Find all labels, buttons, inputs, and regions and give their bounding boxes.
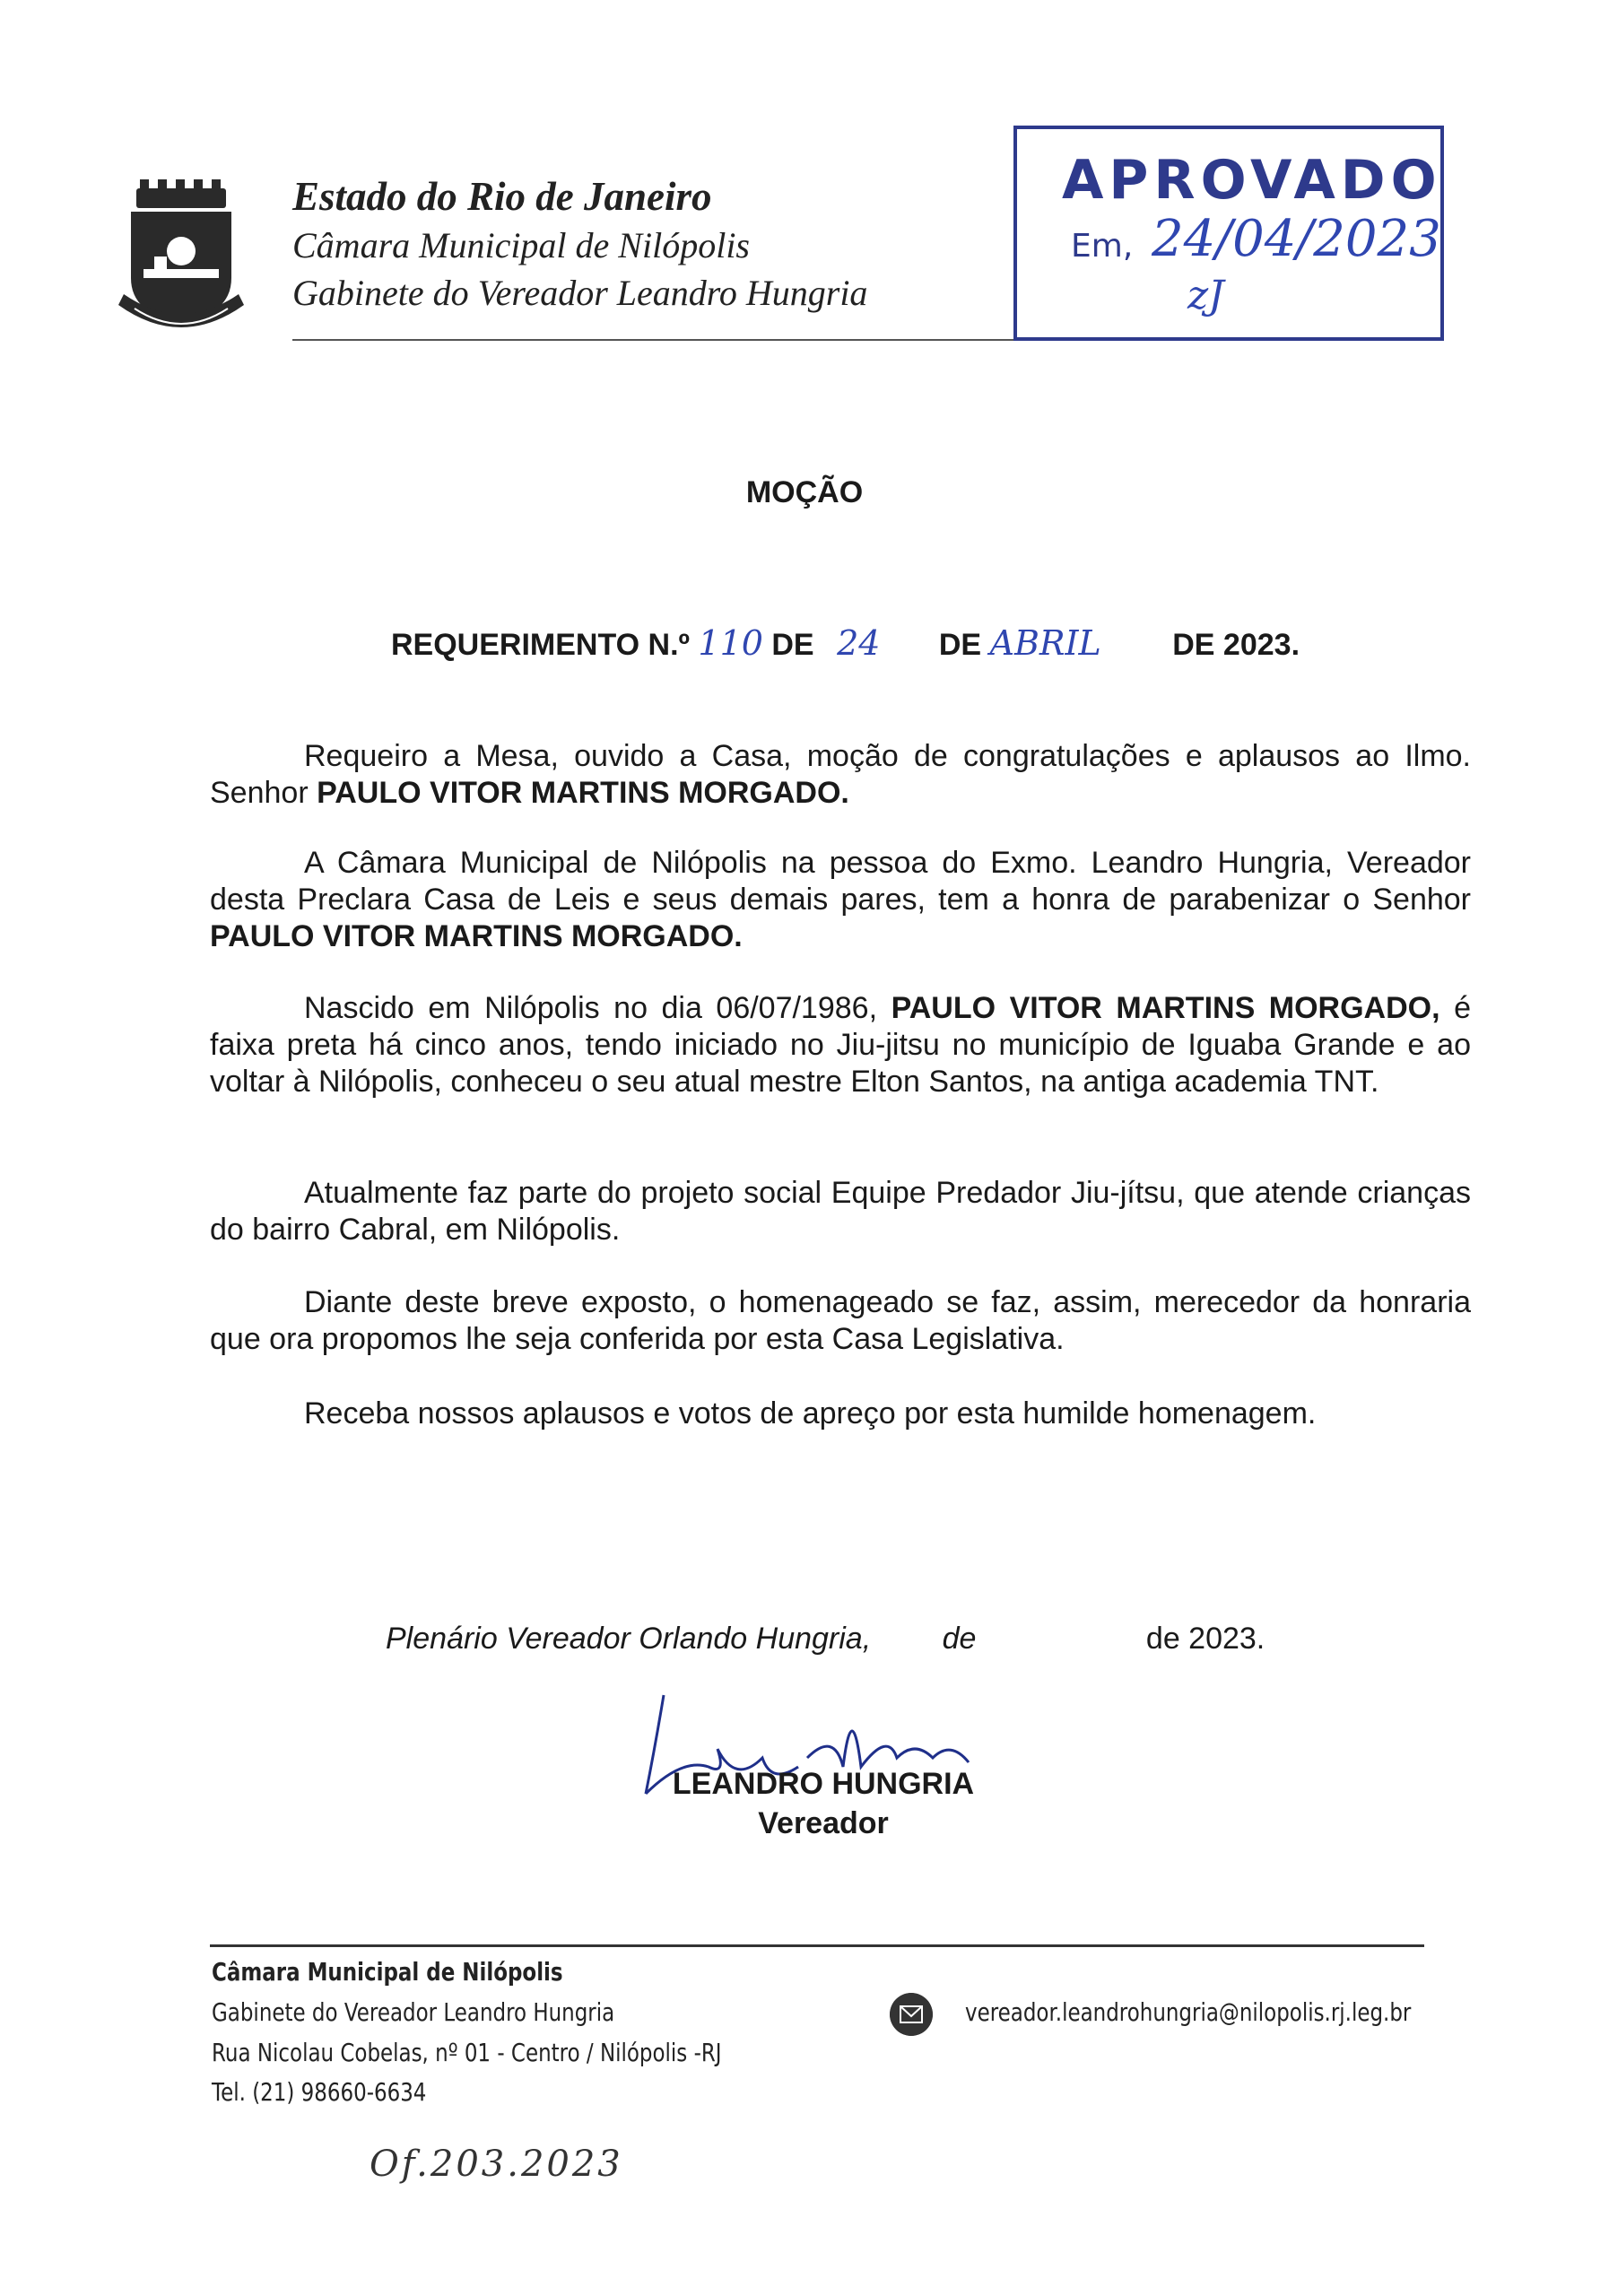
honoree-name: PAULO VITOR MARTINS MORGADO, (891, 991, 1440, 1025)
stamp-title: APROVADO (1062, 149, 1442, 212)
footer-divider (210, 1944, 1424, 1947)
p5-text: Diante deste breve exposto, o homenageado se faz, assim, merecedor da honraria que ora propomos lhe seja conferida por esta Casa Legislativa. (210, 1285, 1471, 1356)
paragraph-3 (210, 990, 1471, 1100)
requerimento-line (391, 623, 1300, 663)
header-camara: Câmara Municipal de Nilópolis (292, 225, 750, 265)
p3-text-c: é faixa preta há cinco anos, tendo iniciado no Jiu-jitsu no município de Iguaba Grande e ao voltar à Nilópolis, conheceu o seu atual mestre Elton Santos, na antiga academia TNT. (210, 991, 1472, 1099)
requerimento-day: 24 (837, 623, 881, 663)
footer-phone: Tel. (21) 98660-6634 (212, 2077, 427, 2107)
paragraph-6 (210, 1396, 1471, 1432)
footer-org: Câmara Municipal de Nilópolis (212, 1957, 563, 1987)
approval-stamp (1013, 126, 1444, 341)
footer-email[interactable]: vereador.leandrohungria@nilopolis.rj.leg.br (965, 1997, 1412, 2027)
requerimento-month: ABRIL (989, 623, 1101, 663)
place-de: de (942, 1622, 977, 1656)
honoree-name: PAULO VITOR MARTINS MORGADO. (317, 776, 849, 810)
requerimento-number: 110 (698, 623, 763, 663)
paragraph-1 (210, 738, 1471, 812)
paragraph-4 (210, 1175, 1471, 1248)
footer-gabinete: Gabinete do Vereador Leandro Hungria (212, 1997, 615, 2027)
requerimento-de1: DE (771, 628, 814, 662)
mail-icon (890, 1993, 933, 2036)
stamp-initials: zJ (1187, 273, 1224, 318)
header-state: Estado do Rio de Janeiro (292, 174, 712, 219)
municipal-crest-logo (118, 179, 244, 341)
protocol-number: Of.203.2023 (370, 2144, 623, 2185)
place-date-line (386, 1622, 1265, 1657)
p2-text: A Câmara Municipal de Nilópolis na pessoa do Exmo. Leandro Hungria, Vereador desta Preclara Casa de Leis e seus demais pares, tem a honra de parabenizar o Senhor (210, 846, 1471, 917)
p6-text: Receba nossos aplausos e votos de apreço por esta humilde homenagem. (304, 1396, 1317, 1431)
requerimento-de2: DE (938, 628, 982, 662)
stamp-date: 24/04/2023 (1152, 210, 1441, 268)
requerimento-prefix: REQUERIMENTO N.º (391, 628, 690, 662)
place-year: de 2023. (1145, 1622, 1265, 1656)
p3-text-a: Nascido em Nilópolis no dia 06/07/1986, (304, 991, 891, 1025)
document-title: MOÇÃO (745, 475, 864, 509)
p1-text: Requeiro a Mesa, ouvido a Casa, moção de congratulações e aplausos ao Ilmo. Senhor (210, 739, 1471, 810)
signatory-name: LEANDRO HUNGRIA (672, 1767, 975, 1801)
paragraph-2 (210, 845, 1471, 955)
honoree-name: PAULO VITOR MARTINS MORGADO. (210, 919, 743, 953)
p4-text: Atualmente faz parte do projeto social Equipe Predador Jiu-jítsu, que atende crianças do bairro Cabral, em Nilópolis. (210, 1176, 1471, 1247)
footer-address: Rua Nicolau Cobelas, nº 01 - Centro / Nilópolis -RJ (212, 2038, 722, 2067)
requerimento-year: DE 2023. (1172, 628, 1300, 662)
place-text: Plenário Vereador Orlando Hungria, (386, 1622, 872, 1656)
paragraph-5 (210, 1284, 1471, 1358)
header-gabinete: Gabinete do Vereador Leandro Hungria (292, 273, 868, 313)
stamp-em-label: Em, (1071, 228, 1134, 265)
signatory-role: Vereador (758, 1806, 889, 1840)
